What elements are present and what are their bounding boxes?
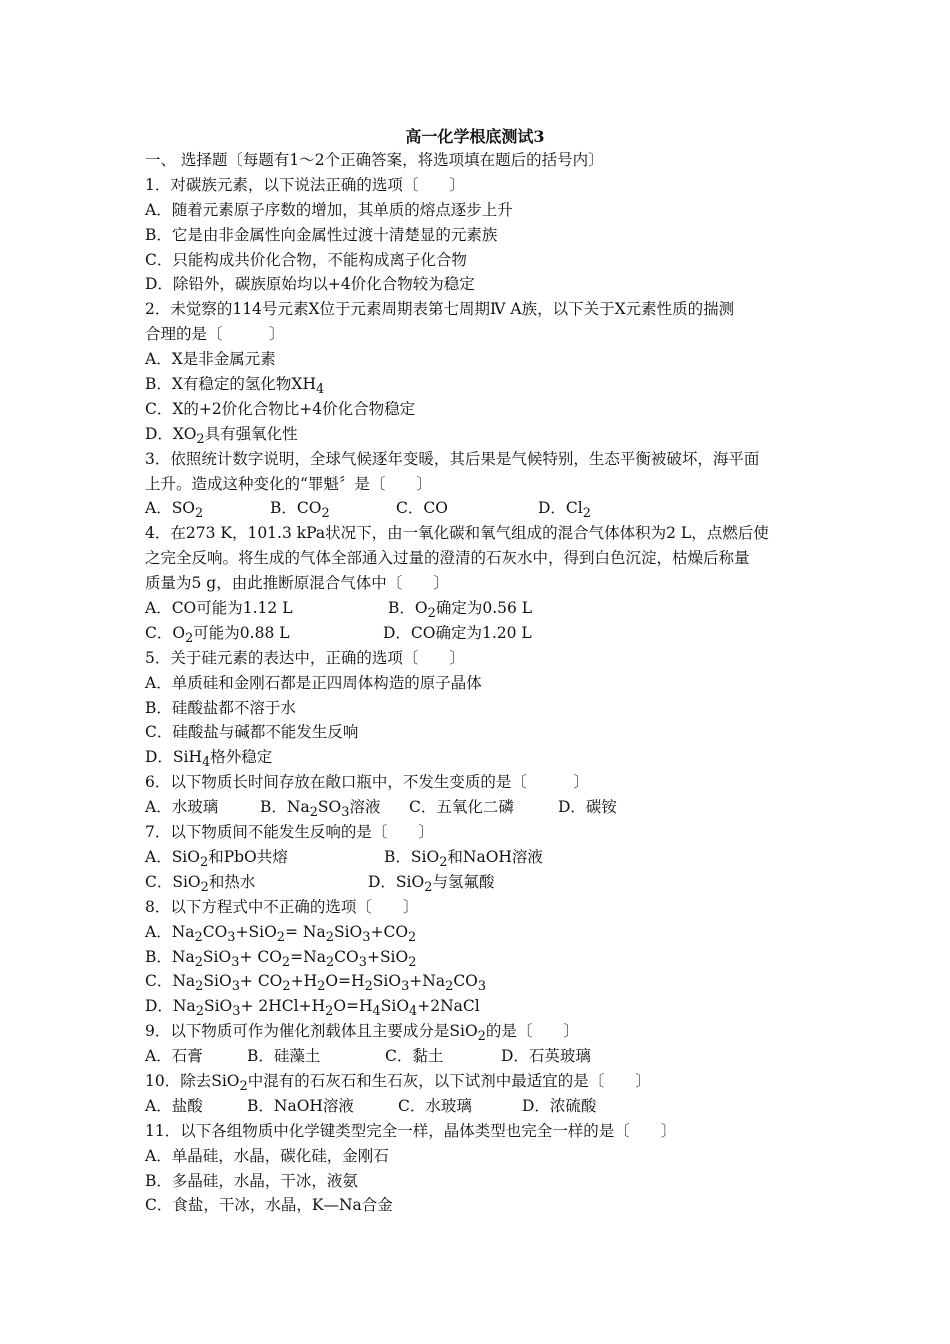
q7-option-a: A．SiO$_2$和PbO共熔 xyxy=(145,847,288,871)
q9-option-c: C．黏土 xyxy=(385,1047,444,1066)
q7-option-c: C．SiO$_2$和热水 xyxy=(145,872,256,895)
q1-option-b: B．它是由非金属性向金属性过渡十清楚显的元素族 xyxy=(145,225,498,244)
q6-option-c: C．五氧化二磷 xyxy=(409,798,514,817)
q6-options xyxy=(145,795,810,820)
question-6-stem: 6．以下物质长时间存放在敞口瓶中，不发生变质的是〔 〕 xyxy=(145,773,589,792)
q1-option-c: C．只能构成共价化合物，不能构成离子化合物 xyxy=(145,250,467,269)
question-5-stem: 5．关于硅元素的表达中，正确的选项〔 〕 xyxy=(145,648,465,667)
q8-option-a: A．$Na_2CO_3+SiO_2= Na_2SiO_3+CO_2$ xyxy=(145,922,417,945)
q10-option-b: B．NaOH溶液 xyxy=(247,1096,354,1115)
q2-option-c: C．X的+2价化合物比+4价化合物稳定 xyxy=(145,399,416,418)
question-4-stem-line-2: 之完全反响。将生成的气体全部通入过量的澄清的石灰水中，得到白色沉淀，枯燥后称量 xyxy=(145,549,750,568)
q4-option-a: A．CO可能为1.12 L xyxy=(145,599,293,618)
question-10-stem: 10．除去SiO$_2$中混有的石灰石和生石灰，以下试剂中最适宜的是〔 〕 xyxy=(145,1071,651,1095)
q4-option-b: B．$O_2$确定为0.56 L xyxy=(388,599,533,622)
question-11-stem: 11．以下各组物质中化学键类型完全一样，晶体类型也完全一样的是〔 〕 xyxy=(145,1121,677,1140)
question-7-stem: 7．以下物质间不能发生反响的是〔 〕 xyxy=(145,823,434,842)
q3-option-a: A．$SO_2$ xyxy=(145,499,204,522)
document-title: 高一化学根底测试3 xyxy=(405,127,545,146)
q10-option-c: C．水玻璃 xyxy=(398,1096,472,1115)
q10-option-a: A．盐酸 xyxy=(145,1096,203,1115)
q6-option-a: A．水玻璃 xyxy=(145,798,219,817)
question-4-stem-line-3: 质量为5 g，由此推断原混合气体中〔 〕 xyxy=(145,574,449,593)
q3-option-d: D．$Cl_2$ xyxy=(538,499,591,522)
q10-options xyxy=(145,1094,810,1119)
q2-option-b: B．X有稳定的氢化物$XH_4$ xyxy=(145,375,325,398)
q7-options-row-1 xyxy=(145,845,810,870)
q3-option-b: B．$CO_2$ xyxy=(270,499,330,522)
q9-option-a: A．石膏 xyxy=(145,1047,203,1066)
question-1-stem: 1．对碳族元素，以下说法正确的选项〔 〕 xyxy=(145,175,465,194)
q9-option-b: B．硅藻土 xyxy=(247,1047,321,1066)
q11-option-a: A．单晶硅，水晶，碳化硅，金刚石 xyxy=(145,1146,389,1165)
q8-option-d: D．$Na_2SiO_3+$ $2HCl+H_2O=H_4SiO_4+2NaCl$ xyxy=(145,997,480,1020)
q1-option-d: D．除铅外，碳族原始均以+4价化合物较为稳定 xyxy=(145,275,475,294)
q4-option-d: D．CO确定为1.20 L xyxy=(383,623,532,642)
q6-option-d: D．碳铵 xyxy=(558,798,617,817)
question-4-stem-line-1: 4．在273 K，101.3 kPa状况下，由一氧化碳和氧气组成的混合气体体积为2 L，点燃后使 xyxy=(145,524,769,543)
q10-option-d: D．浓硫酸 xyxy=(522,1096,597,1115)
q11-option-c: C．食盐，干冰，水晶，K—Na合金 xyxy=(145,1196,393,1215)
q2-option-a: A．X是非金属元素 xyxy=(145,350,276,369)
q7-options-row-2 xyxy=(145,870,810,895)
q5-option-b: B．硅酸盐都不溶于水 xyxy=(145,698,296,717)
q7-option-b: B．SiO$_2$和NaOH溶液 xyxy=(384,847,543,871)
section-heading: 一、 选择题〔每题有1～2个正确答案，将选项填在题后的括号内〕 xyxy=(145,151,604,169)
q1-option-a: A．随着元素原子序数的增加，其单质的熔点逐步上升 xyxy=(145,200,513,219)
q6-option-b: B．$Na_2SO_3$溶液 xyxy=(260,798,381,821)
q11-option-b: B．多晶硅，水晶，干冰，液氨 xyxy=(145,1171,358,1190)
q8-option-c: C．$Na_2SiO_3+ CO_2+H_2O=H_2SiO_3+Na_2CO_3$ xyxy=(145,972,487,995)
q9-options xyxy=(145,1044,810,1069)
q3-option-c: C．CO xyxy=(396,499,448,518)
q7-option-d: D．SiO$_2$与氢氟酸 xyxy=(368,872,495,895)
question-3-stem-line-2: 上升。造成这种变化的“罪魁〞是〔 〕 xyxy=(145,474,432,493)
q4-option-c: C．$O_2$可能为0.88 L xyxy=(145,623,290,647)
q5-option-d: D．SiH$_4$格外稳定 xyxy=(145,748,273,771)
q2-option-d: D．$XO_2$具有强氧化性 xyxy=(145,424,298,447)
q5-option-a: A．单质硅和金刚石都是正四周体构造的原子晶体 xyxy=(145,673,482,692)
q8-option-b: B．$Na_2SiO_3+ CO_2=Na_2CO_3+SiO_2$ xyxy=(145,947,417,970)
question-3-stem-line-1: 3．依照统计数字说明，全球气候逐年变暖，其后果是气候特别，生态平衡被破坏，海平面 xyxy=(145,449,760,468)
q4-options-row-2 xyxy=(145,621,810,646)
question-9-stem: 9．以下物质可作为催化剂载体且主要成分是SiO$_2$的是〔 〕 xyxy=(145,1022,579,1045)
question-2-stem-line-2: 合理的是〔 〕 xyxy=(145,325,285,344)
q4-options-row-1 xyxy=(145,596,810,621)
question-2-stem-line-1: 2．未觉察的114号元素X位于元素周期表第七周期Ⅳ A族，以下关于X元素性质的揣测 xyxy=(145,300,735,319)
q5-option-c: C．硅酸盐与碱都不能发生反响 xyxy=(145,723,359,742)
question-list xyxy=(145,148,810,1218)
q3-options xyxy=(145,496,810,521)
q9-option-d: D．石英玻璃 xyxy=(501,1047,591,1066)
question-8-stem: 8．以下方程式中不正确的选项〔 〕 xyxy=(145,897,419,916)
